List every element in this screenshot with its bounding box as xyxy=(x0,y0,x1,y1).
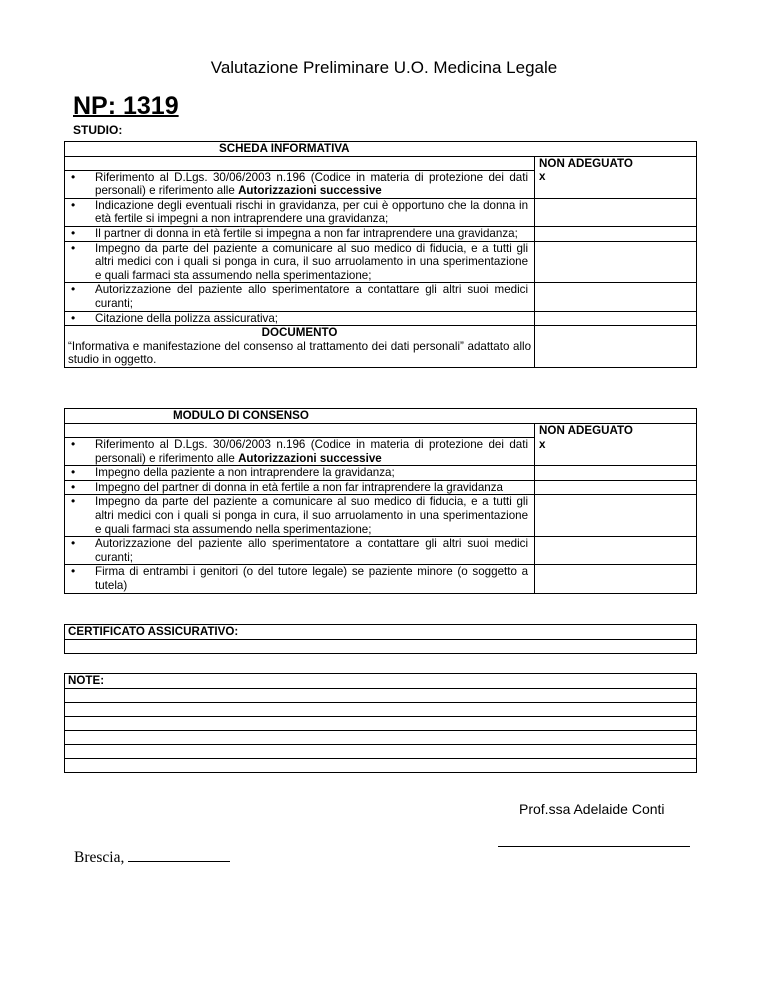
scheda-item-cell xyxy=(65,311,535,326)
note-blank-row xyxy=(65,703,697,717)
list-item: • Autorizzazione del paziente allo sperimentatore a contattare gli altri suoi medici curanti; xyxy=(65,283,534,310)
modulo-item-cell xyxy=(65,466,535,481)
note-blank-row xyxy=(65,731,697,745)
list-item: • Riferimento al D.Lgs. 30/06/2003 n.196 (Codice in materia di protezione dei dati personali) e riferimento alle Autorizzazioni successive xyxy=(65,438,534,465)
scheda-item-cell xyxy=(65,226,535,241)
note-blank-row xyxy=(65,759,697,773)
note-title: NOTE: xyxy=(65,674,697,689)
scheda-item-cell xyxy=(65,283,535,311)
scheda-column-header xyxy=(535,156,697,198)
modulo-mark-cell xyxy=(535,480,697,495)
list-item: • Impegno del partner di donna in età fertile a non far intraprendere la gravidanza xyxy=(65,481,534,495)
scheda-blank-cell xyxy=(65,156,535,170)
list-item: • Autorizzazione del paziente allo sperimentatore a contattare gli altri suoi medici curanti; xyxy=(65,537,534,564)
documento-text: “Informativa e manifestazione del consenso al trattamento dei dati personali” adattato allo studio in oggetto. xyxy=(68,339,532,367)
modulo-column-header xyxy=(535,424,697,466)
modulo-mark-cell xyxy=(535,565,697,593)
list-item: • Riferimento al D.Lgs. 30/06/2003 n.196 (Codice in materia di protezione dei dati personali) e riferimento alle Autorizzazioni successive xyxy=(65,171,534,198)
date-blank-line xyxy=(128,848,230,862)
list-item: • Impegno da parte del paziente a comunicare al suo medico di fiducia, e a tutti gli altri medici con i quali si ponga in cura, il suo arruolamento in una sperimentazione e quali farmaci sta assumendo nella sperimentazione; xyxy=(65,242,534,283)
modulo-item-cell xyxy=(65,495,535,537)
modulo-item-cell xyxy=(65,565,535,593)
list-item: • Citazione della polizza assicurativa; xyxy=(65,312,534,326)
scheda-mark-cell xyxy=(535,198,697,226)
modulo-mark-cell xyxy=(535,495,697,537)
note-blank-row xyxy=(65,717,697,731)
certificato-blank-row xyxy=(65,640,697,654)
scheda-informativa-table xyxy=(64,141,697,368)
scheda-item-cell xyxy=(65,198,535,226)
list-item: • Impegno della paziente a non intraprendere la gravidanza; xyxy=(65,466,534,480)
list-item: • Firma di entrambi i genitori (o del tutore legale) se paziente minore (o soggetto a tutela) xyxy=(65,565,534,592)
list-item: • Impegno da parte del paziente a comunicare al suo medico di fiducia, e a tutti gli altri medici con i quali si ponga in cura, il suo arruolamento in una sperimentazione e quali farmaci sta assumendo nella sperimentazione; xyxy=(65,495,534,536)
scheda-mark-cell xyxy=(535,226,697,241)
signatory-name: Prof.ssa Adelaide Conti xyxy=(519,801,665,817)
scheda-item-cell xyxy=(65,241,535,283)
modulo-item-cell xyxy=(65,480,535,495)
modulo-mark-cell xyxy=(535,537,697,565)
note-table xyxy=(64,673,697,773)
documento-mark-cell xyxy=(535,326,697,368)
documento-title: DOCUMENTO xyxy=(261,326,338,340)
place-label: Brescia, xyxy=(74,849,125,866)
modulo-consenso-table xyxy=(64,408,697,594)
page-title: Valutazione Preliminare U.O. Medicina Legale xyxy=(210,58,558,77)
studio-label: STUDIO: xyxy=(73,123,123,137)
modulo-mark-cell xyxy=(535,466,697,481)
protocol-number: NP: 1319 xyxy=(73,92,179,120)
signature-line xyxy=(498,846,690,847)
scheda-mark-cell xyxy=(535,311,697,326)
scheda-item-cell xyxy=(65,170,535,198)
modulo-blank-cell xyxy=(65,424,535,438)
scheda-mark-cell xyxy=(535,241,697,283)
scheda-title: SCHEDA INFORMATIVA xyxy=(65,142,697,157)
modulo-item-cell xyxy=(65,438,535,466)
documento-cell xyxy=(65,326,535,368)
list-item: • Indicazione degli eventuali rischi in gravidanza, per cui è opportuno che la donna in età fertile si impegni a non intraprendere una gravidanza; xyxy=(65,199,534,226)
certificato-table xyxy=(64,624,697,654)
note-blank-row xyxy=(65,745,697,759)
note-blank-row xyxy=(65,689,697,703)
modulo-title: MODULO DI CONSENSO xyxy=(65,409,697,424)
modulo-mark-0: x xyxy=(539,437,546,451)
non-adeguato-label: NON ADEGUATO xyxy=(539,424,633,437)
scheda-mark-0: x xyxy=(539,170,546,184)
non-adeguato-label: NON ADEGUATO xyxy=(539,156,633,170)
list-item: • Il partner di donna in età fertile si impegna a non far intraprendere una gravidanza; xyxy=(65,227,534,241)
modulo-item-cell xyxy=(65,537,535,565)
place-date xyxy=(74,848,230,867)
scheda-mark-cell xyxy=(535,283,697,311)
certificato-title: CERTIFICATO ASSICURATIVO: xyxy=(65,625,697,640)
